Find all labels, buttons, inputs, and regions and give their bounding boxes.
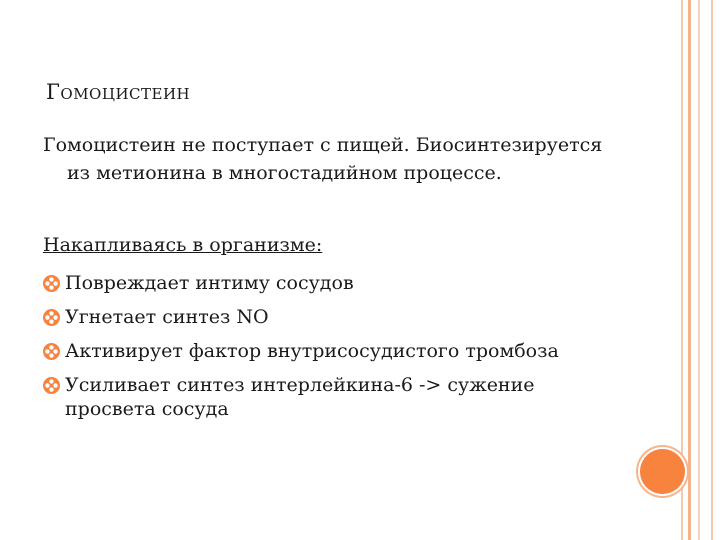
list-item (43, 300, 673, 334)
list-item (43, 334, 673, 368)
intro-paragraph (43, 131, 673, 187)
decorative-circle (640, 449, 685, 494)
list-item-text: Повреждает интиму сосудов (65, 272, 354, 294)
slide-title: Гомоцистеин (46, 80, 191, 104)
list-item-continuation: просвета сосуда (65, 398, 229, 420)
list-item-text: Усиливает синтез интерлейкина-6 -> сужение (65, 374, 535, 396)
list-item (43, 368, 673, 422)
list-item-text: Угнетает синтез NO (65, 306, 269, 328)
border-line (688, 0, 691, 540)
intro-line-2: из метионина в многостадийном процессе. (67, 162, 502, 184)
intro-line-1: Гомоцистеин не поступает с пищей. Биосинтезируется (43, 134, 603, 156)
list-heading: Накапливаясь в организме: (43, 234, 323, 256)
flower-bullet-icon (43, 343, 60, 360)
list-item-text: Активирует фактор внутрисосудистого тромбоза (65, 340, 559, 362)
effects-list (43, 266, 673, 422)
flower-bullet-icon (43, 309, 60, 326)
flower-bullet-icon (43, 275, 60, 292)
list-item (43, 266, 673, 300)
border-line (698, 0, 700, 540)
flower-bullet-icon (43, 377, 60, 394)
border-line (711, 0, 713, 540)
